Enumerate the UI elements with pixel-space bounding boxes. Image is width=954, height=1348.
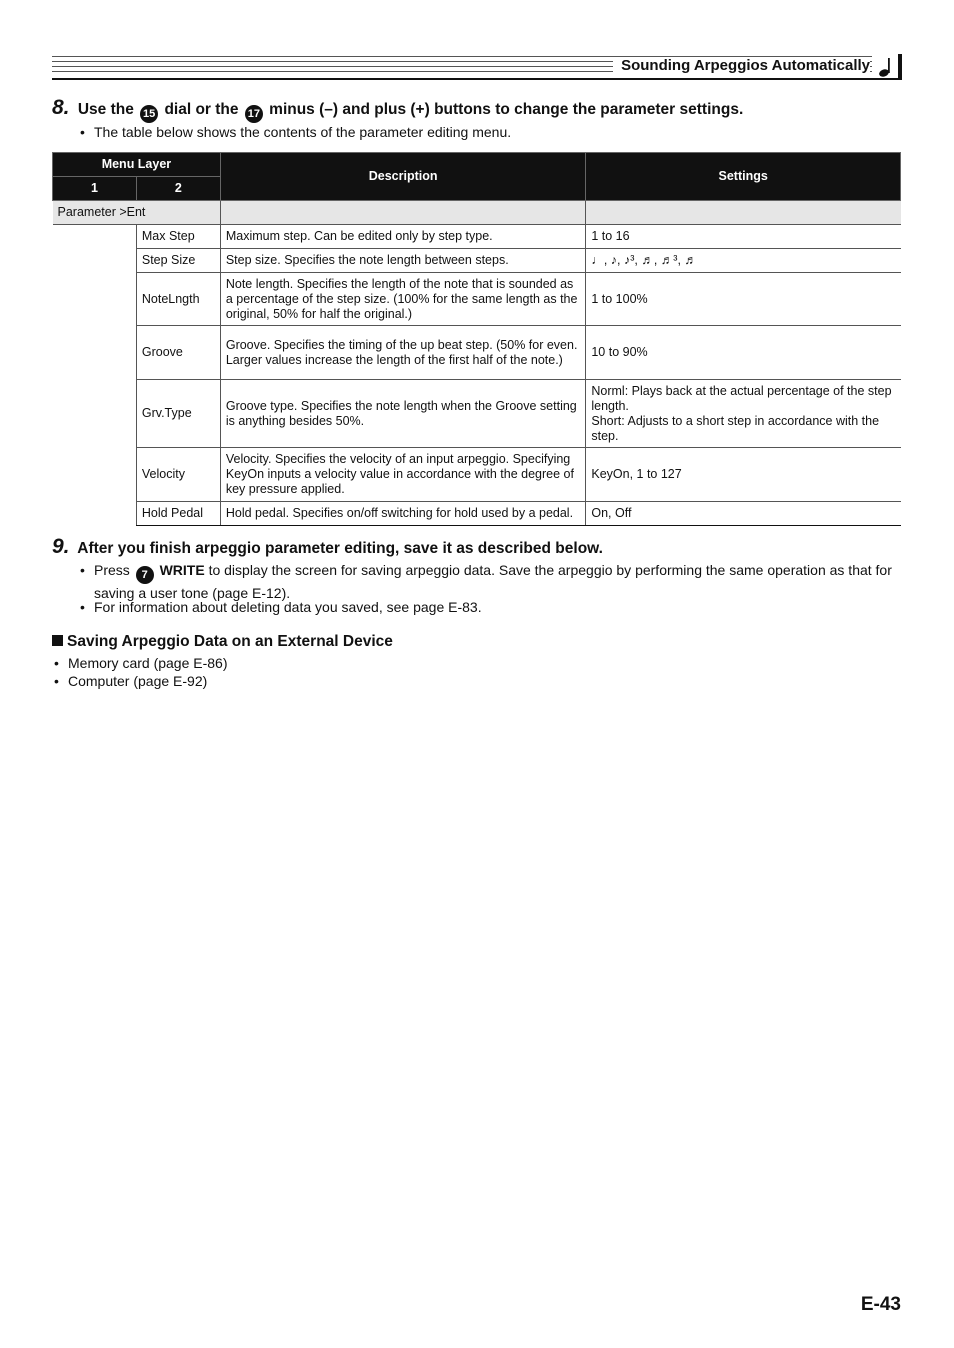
param-desc: Groove type. Specifies the note length when the Groove setting is anything besides 50%. bbox=[220, 380, 586, 448]
header-layer-2: 2 bbox=[136, 177, 220, 201]
param-desc: Hold pedal. Specifies on/off switching for hold used by a pedal. bbox=[220, 502, 586, 526]
step-8-bullet: • The table below shows the contents of the parameter editing menu. bbox=[80, 124, 512, 140]
param-settings: 1 to 16 bbox=[586, 225, 901, 249]
button-number-icon: 17 bbox=[245, 105, 263, 123]
header-settings: Settings bbox=[586, 153, 901, 201]
header-rule bbox=[52, 78, 902, 80]
header-description: Description bbox=[220, 153, 586, 201]
table-row bbox=[53, 326, 901, 380]
param-settings: On, Off bbox=[586, 502, 901, 526]
group-label: Parameter >Ent bbox=[53, 201, 221, 225]
music-note-icon bbox=[876, 56, 896, 78]
square-bullet-icon bbox=[52, 635, 63, 646]
param-name: Groove bbox=[136, 326, 220, 380]
list-item: • Memory card (page E-86) bbox=[54, 655, 228, 671]
table-row bbox=[53, 448, 901, 502]
header-title: Sounding Arpeggios Automatically bbox=[613, 57, 870, 75]
param-name: Step Size bbox=[136, 249, 220, 273]
button-number-icon: 7 bbox=[136, 566, 154, 584]
header-menu-layer: Menu Layer bbox=[53, 153, 221, 177]
param-settings: KeyOn, 1 to 127 bbox=[586, 448, 901, 502]
table-row bbox=[53, 249, 901, 273]
param-name: NoteLngth bbox=[136, 273, 220, 326]
param-desc: Step size. Specifies the note length between steps. bbox=[220, 249, 586, 273]
step-number: 8. bbox=[52, 96, 70, 119]
step-9-heading: 9. After you finish arpeggio parameter editing, save it as described below. bbox=[52, 535, 603, 558]
param-name: Hold Pedal bbox=[136, 502, 220, 526]
param-desc: Groove. Specifies the timing of the up beat step. (50% for even. Larger values increase the length of the first half of the note.) bbox=[220, 326, 586, 380]
param-settings: 1 to 100% bbox=[586, 273, 901, 326]
step-9-bullet-2: • For information about deleting data you saved, see page E-83. bbox=[80, 599, 482, 615]
param-settings: ♩, ♪, ♪³, ♬, ♬³, ♬ bbox=[586, 249, 901, 273]
param-settings: Norml: Plays back at the actual percentage of the step length. Short: Adjusts to a short step in accordance with the step. bbox=[586, 380, 901, 448]
page-number: E-43 bbox=[860, 1294, 901, 1315]
param-desc: Maximum step. Can be edited only by step type. bbox=[220, 225, 586, 249]
param-desc: Note length. Specifies the length of the note that is sounded as a percentage of the step size. (100% for the same length as the original, 50% for half the original.) bbox=[220, 273, 586, 326]
table-row bbox=[53, 273, 901, 326]
table-row bbox=[53, 502, 901, 526]
write-key-label: WRITE bbox=[159, 562, 205, 578]
param-name: Grv.Type bbox=[136, 380, 220, 448]
dial-number-icon: 15 bbox=[140, 105, 158, 123]
page-header bbox=[52, 54, 902, 80]
step-9-bullet-1: • Press 7 WRITE to display the screen for saving arpeggio data. Save the arpeggio by performing the same operation as that for saving a user tone (page E-12). bbox=[80, 562, 892, 601]
section-heading: Saving Arpeggio Data on an External Device bbox=[52, 632, 393, 652]
step-8-heading: 8. Use the 15 dial or the 17 minus (–) and plus (+) buttons to change the parameter settings. bbox=[52, 98, 743, 123]
param-name: Velocity bbox=[136, 448, 220, 502]
header-layer-1: 1 bbox=[53, 177, 137, 201]
step-number: 9. bbox=[52, 535, 70, 558]
param-name: Max Step bbox=[136, 225, 220, 249]
table-row bbox=[53, 201, 901, 225]
list-item: • Computer (page E-92) bbox=[54, 673, 208, 689]
param-desc: Velocity. Specifies the velocity of an input arpeggio. Specifying KeyOn inputs a velocity value in accordance with the degree of key pressure applied. bbox=[220, 448, 586, 502]
table-row bbox=[53, 380, 901, 448]
table-row bbox=[53, 225, 901, 249]
param-settings: 10 to 90% bbox=[586, 326, 901, 380]
parameter-menu-table bbox=[52, 152, 901, 526]
header-bar bbox=[898, 54, 902, 80]
